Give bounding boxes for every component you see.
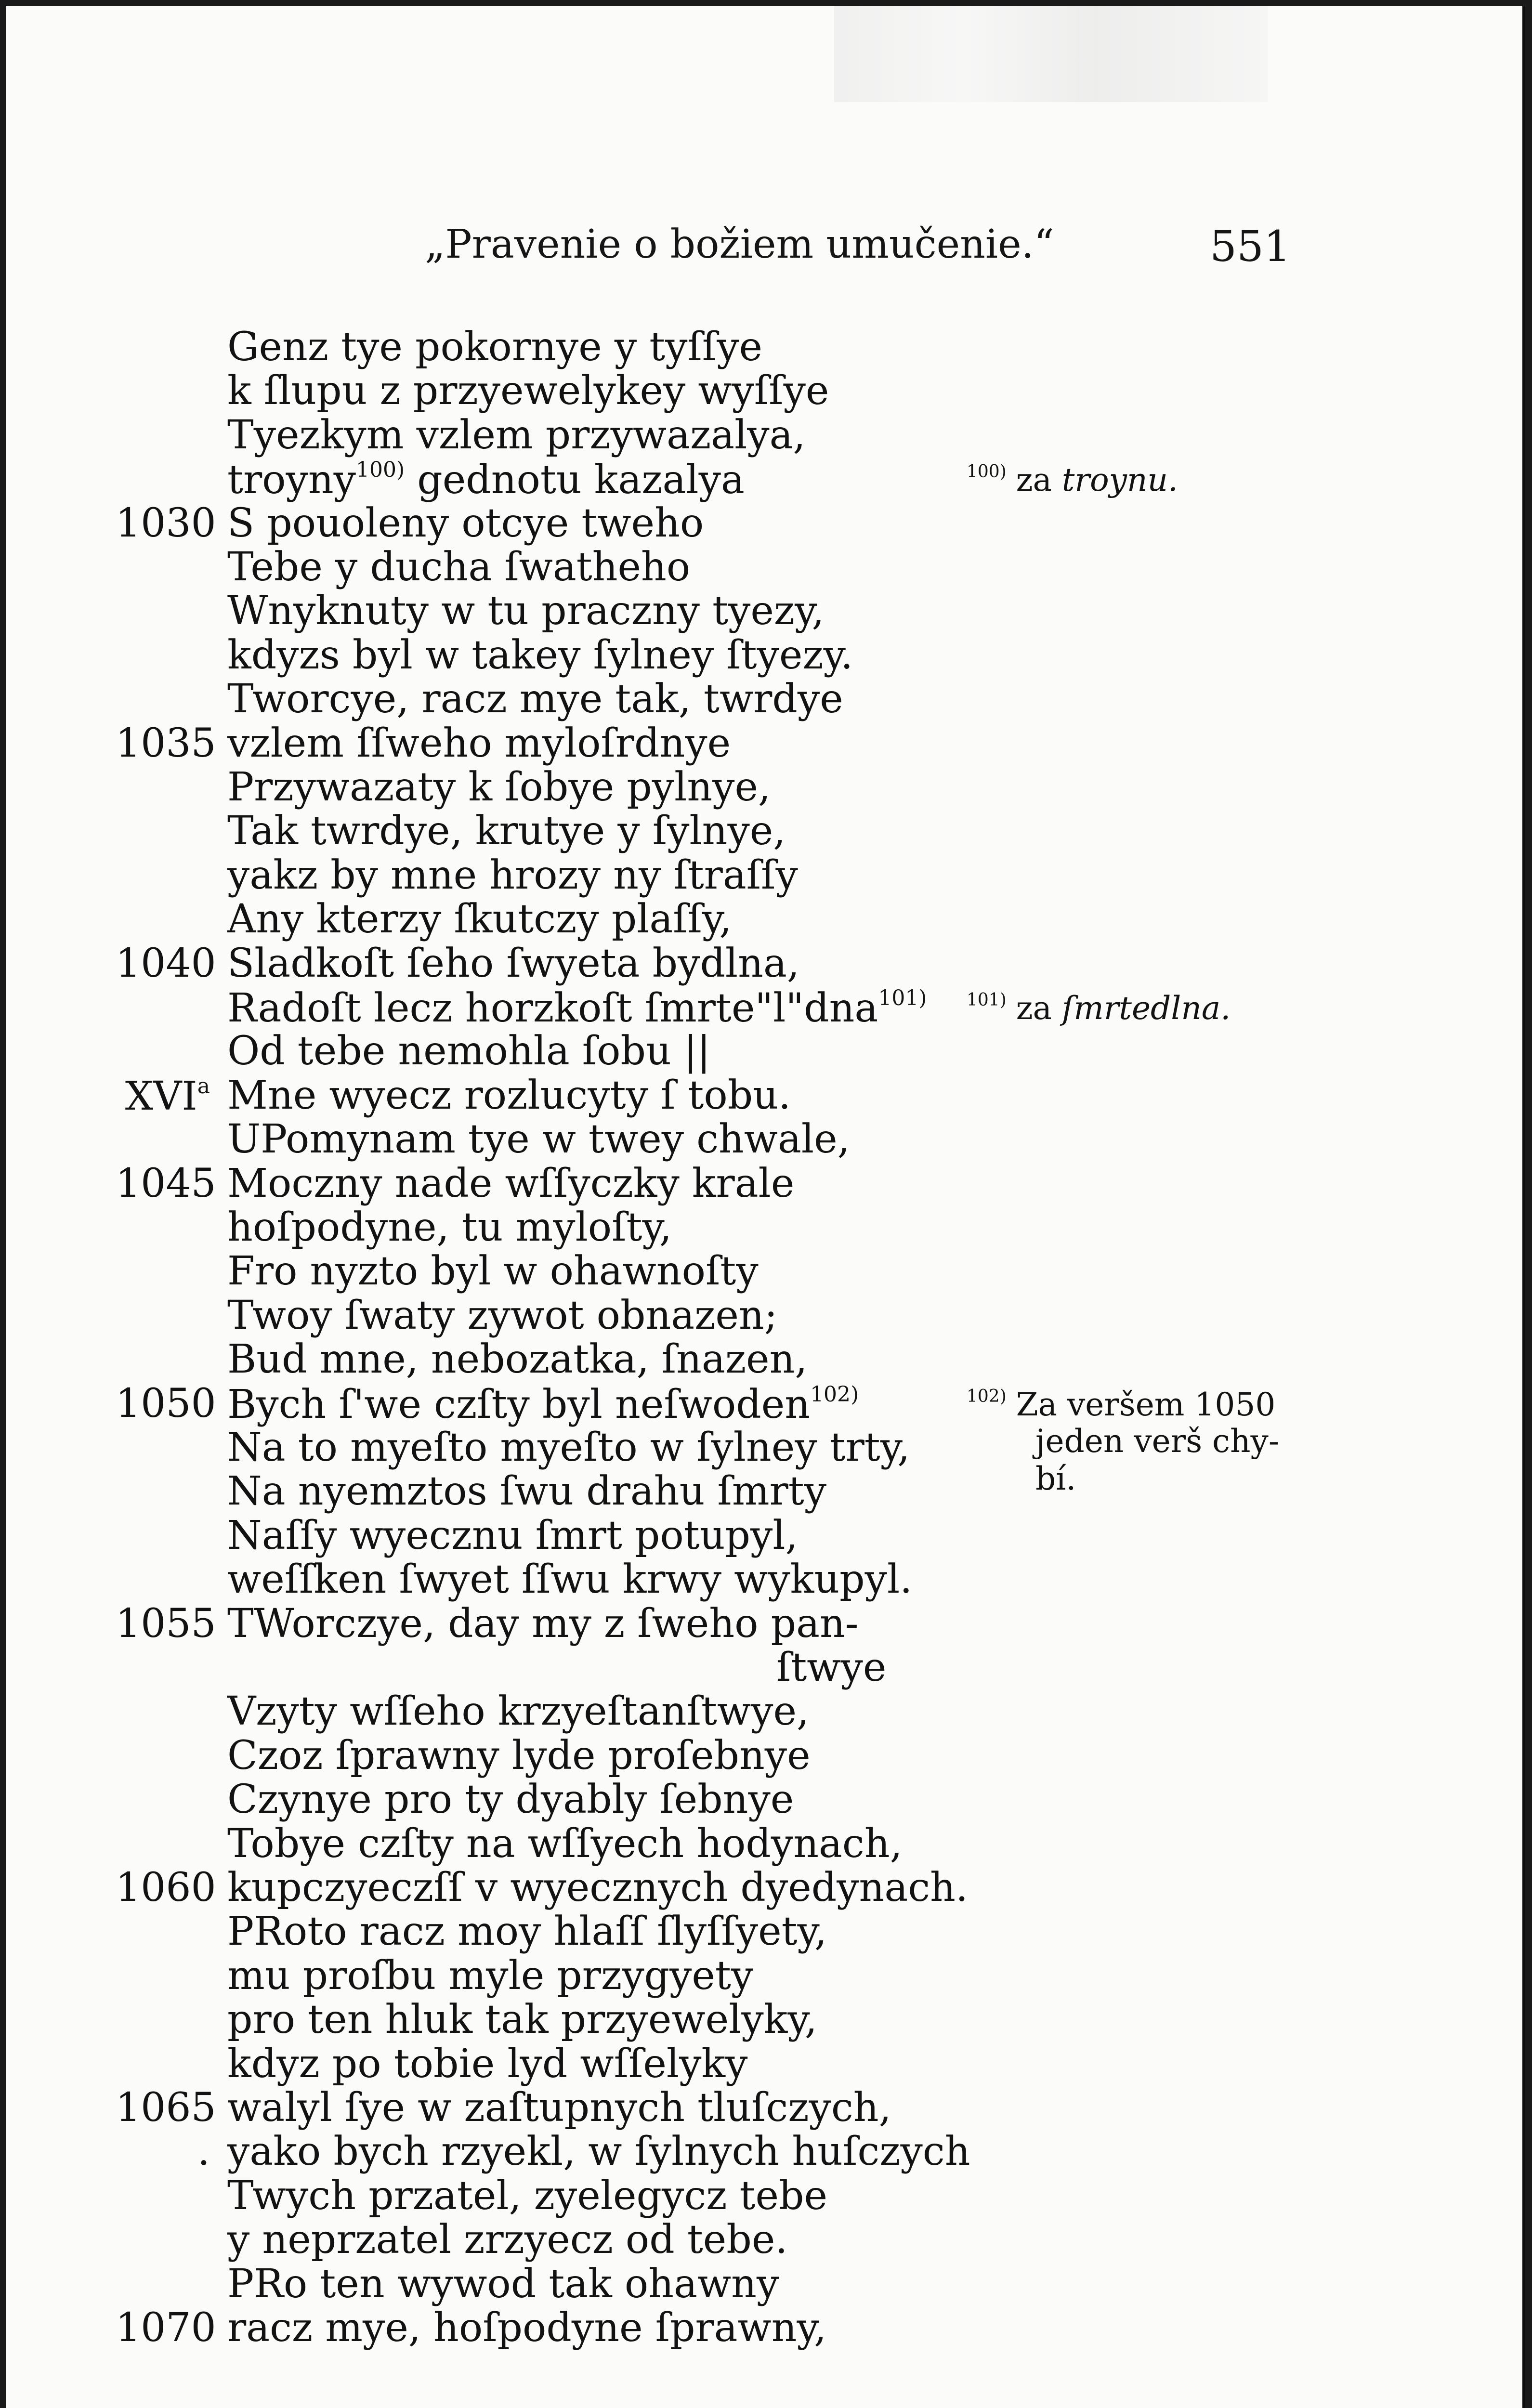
verse-line: Tworcye, racz mye tak, twrdye bbox=[227, 676, 843, 722]
line-number: . bbox=[197, 2129, 210, 2175]
verse-line: Tobye czſty na wſſyech hodynach, bbox=[227, 1820, 903, 1867]
verse-line: Naſſy wyecznu ſmrt potupyl, bbox=[227, 1512, 798, 1558]
line-number: 1055 bbox=[116, 1600, 216, 1647]
footnote-marker: 101) bbox=[878, 986, 927, 1010]
page bbox=[6, 6, 1525, 2408]
footnote-continuation: bí. bbox=[1035, 1460, 1076, 1497]
line-number: 1065 bbox=[116, 2085, 216, 2131]
verse-line: Sladkoſt ſeho ſwyeta bydlna, bbox=[227, 940, 799, 986]
line-number: 1030 bbox=[116, 500, 216, 546]
footnote-marker: 100) bbox=[355, 458, 405, 483]
verse-line: Tyezkym vzlem przywazalya, bbox=[227, 412, 806, 458]
verse-line: Genz tye pokornye y tyſſye bbox=[227, 324, 763, 370]
verse-line: Twych przatel, zyelegycz tebe bbox=[227, 2172, 828, 2219]
verse-line: vzlem ſſweho myloſrdnye bbox=[227, 720, 731, 766]
line-number: 1040 bbox=[116, 940, 216, 986]
verse-line: Radoſt lecz horzkoſt ſmrte"l"dna$^{101)}$ bbox=[227, 985, 927, 1031]
scan-edge-strip bbox=[834, 6, 1268, 102]
verse-line: pro ten hluk tak przyewelyky, bbox=[227, 1997, 817, 2043]
verse-line: Bych ſ'we czſty byl neſwoden$^{102)}$ bbox=[227, 1381, 859, 1427]
verse-line: hoſpodyne, tu myloſty, bbox=[227, 1204, 672, 1250]
verse-line: PRo ten wywod tak ohawny bbox=[227, 2261, 779, 2307]
page-number: 551 bbox=[1210, 222, 1291, 271]
verse-line: racz mye, hoſpodyne ſprawny, bbox=[227, 2305, 827, 2351]
verse-line: Twoy ſwaty zywot obnazen; bbox=[227, 1292, 778, 1338]
verse-line: UPomynam tye w twey chwale, bbox=[227, 1116, 850, 1163]
verse-line: Tak twrdye, krutye y ſylnye, bbox=[227, 808, 786, 854]
verse-line: ſtwye bbox=[776, 1645, 887, 1690]
verse-line: S pouoleny otcye tweho bbox=[227, 500, 704, 546]
footnote-marker: 102) bbox=[810, 1382, 859, 1407]
verse-line: weſſken ſwyet ſſwu krwy wykupyl. bbox=[227, 1557, 913, 1603]
verse-line: y neprzatel zrzyecz od tebe. bbox=[227, 2217, 788, 2263]
verse-line: Tebe y ducha ſwatheho bbox=[227, 544, 691, 590]
verse-line: yakz by mne hrozy ny ſtraſſy bbox=[227, 852, 798, 898]
verse-line: Przywazaty k ſobye pylnye, bbox=[227, 764, 771, 810]
verse-line: walyl ſye w zaſtupnych tluſczych, bbox=[227, 2085, 891, 2131]
verse-line: TWorczye, day my z ſweho pan- bbox=[227, 1600, 859, 1647]
line-number: XVI$^a$ bbox=[125, 1073, 210, 1119]
line-number: 1070 bbox=[116, 2305, 216, 2351]
verse-line: mu proſbu myle przygyety bbox=[227, 1952, 754, 1999]
line-number: 1060 bbox=[116, 1865, 216, 1911]
footnote-continuation: jeden verš chy- bbox=[1035, 1422, 1280, 1460]
verse-line: k ſlupu z przyewelykey wyſſye bbox=[227, 368, 829, 414]
verse-line: yako bych rzyekl, w ſylnych huſczych bbox=[227, 2129, 970, 2175]
verse-line: Czynye pro ty dyably ſebnye bbox=[227, 1777, 794, 1823]
verse-line: kupczyeczſſ v wyecznych dyedynach. bbox=[227, 1865, 969, 1911]
footnote: $^{102)}$ Za veršem 1050 bbox=[967, 1386, 1276, 1423]
line-number: 1050 bbox=[116, 1380, 216, 1426]
verse-line: Od tebe nemohla ſobu || bbox=[227, 1028, 711, 1074]
verse-line: Na nyemztos ſwu drahu ſmrty bbox=[227, 1468, 827, 1515]
verse-line: Fro nyzto byl w ohawnoſty bbox=[227, 1248, 759, 1295]
verse-line: PRoto racz moy hlaſſ ſlyſſyety, bbox=[227, 1909, 827, 1955]
verse-line: Wnyknuty w tu praczny tyezy, bbox=[227, 588, 825, 634]
verse-line: Na to myeſto myeſto w ſylney trty, bbox=[227, 1425, 910, 1470]
verse-line: Mne wyecz rozlucyty ſ tobu. bbox=[227, 1072, 791, 1118]
line-number: 1035 bbox=[116, 720, 216, 766]
verse-line: Bud mne, nebozatka, ſnazen, bbox=[227, 1336, 808, 1383]
verse-line: Vzyty wſſeho krzyeſtanſtwye, bbox=[227, 1688, 810, 1735]
running-header: „Pravenie o božiem umučenie.“ bbox=[425, 222, 1054, 267]
verse-line: kdyzs byl w takey ſylney ſtyezy. bbox=[227, 632, 853, 678]
verse-line: Moczny nade wſſyczky krale bbox=[227, 1160, 795, 1206]
footnote: $^{101)}$ za ſmrtedlna. bbox=[967, 990, 1231, 1027]
verse-line: kdyz po tobie lyd wſſelyky bbox=[227, 2041, 748, 2087]
footnote: $^{100)}$ za troynu. bbox=[967, 461, 1178, 499]
verse-line: troyny$^{100)}$ gednotu kazalya bbox=[227, 457, 745, 503]
verse-line: Any kterzy ſkutczy plaſſy, bbox=[227, 896, 732, 942]
line-number: 1045 bbox=[116, 1160, 216, 1206]
verse-line: Czoz ſprawny lyde proſebnye bbox=[227, 1732, 811, 1779]
